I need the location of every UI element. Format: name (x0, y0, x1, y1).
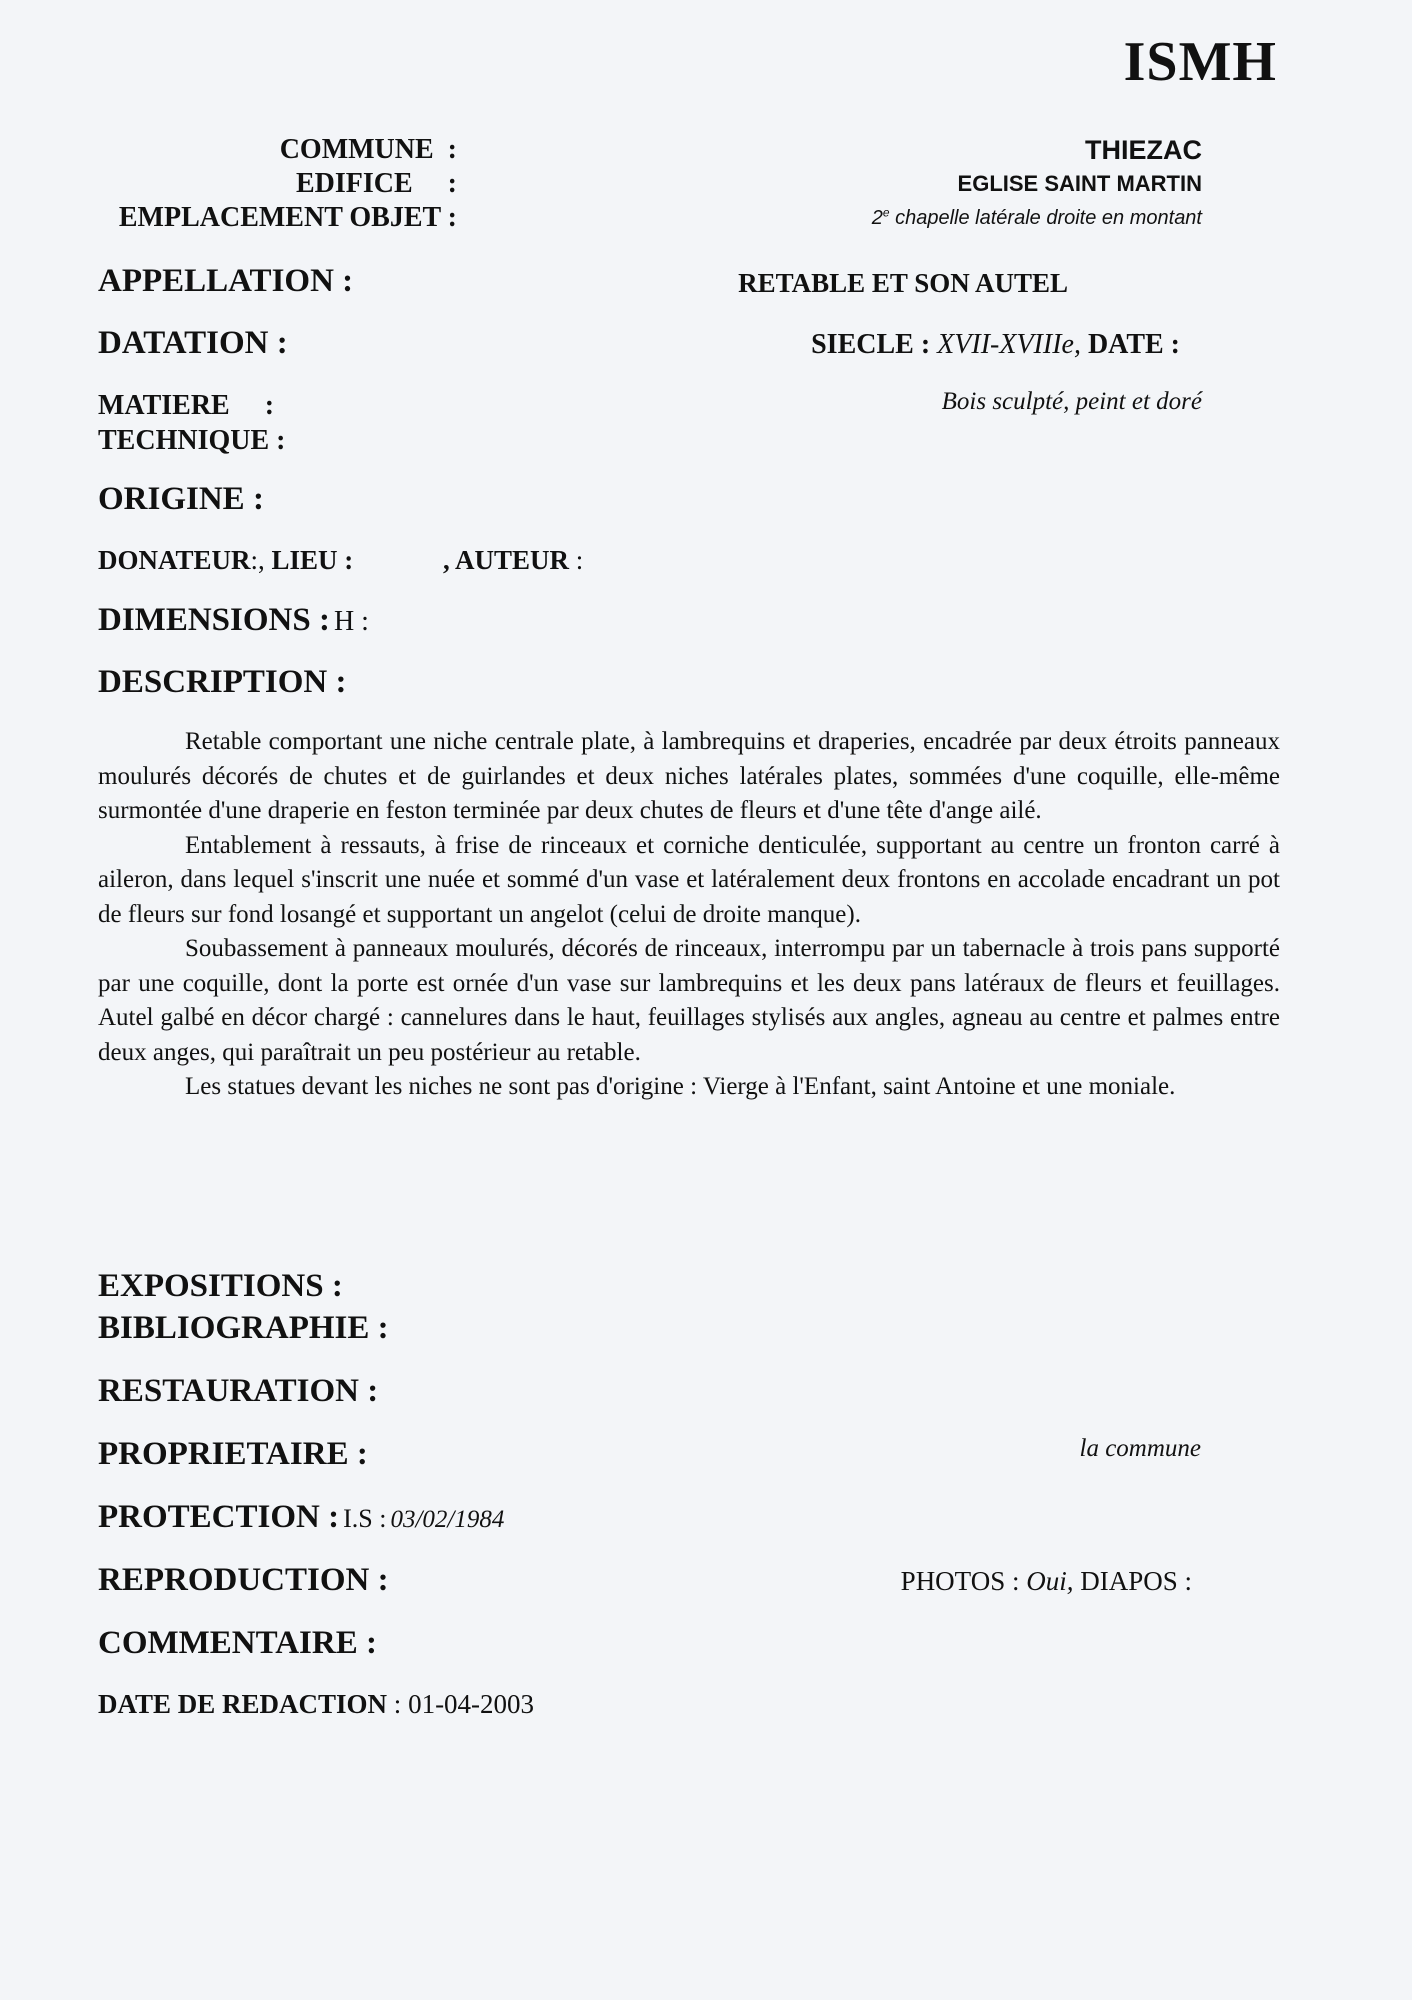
description-paragraph: Soubassement à panneaux moulurés, décorés de rinceaux, interrompu par un tabernacle à trois pans supporté par une coquille, dont la porte est ornée d'un vase sur lambrequins et les deux pans latéraux de fleurs et feuillages. Autel galbé en décor chargé : cannelures dans le haut, feuillages stylisés aux angles, agneau au centre et palmes entre deux anges, qui paraîtrait un peu postérieur au retable. (98, 935, 1280, 1066)
proprietaire-label: PROPRIETAIRE : (98, 1436, 368, 1472)
description-text (98, 725, 1280, 1105)
description-paragraph: Entablement à ressauts, à frise de rinceaux et corniche denticulée, supportant au centre un fronton carré à aileron, dans lequel s'inscrit une nuée et sommé d'un vase et latéralement deux frontons en accolade encadrant un pot de fleurs sur fond losangé et supportant un angelot (celui de droite manque). (98, 831, 1280, 928)
edifice-label-row: EDIFICE : (295, 168, 457, 199)
matiere-label-row: MATIERE : (98, 390, 275, 421)
description-paragraph: Les statues devant les niches ne sont pas d'origine : Vierge à l'Enfant, saint Antoine et une moniale. (185, 1073, 1176, 1100)
record-code: ISMH (1123, 31, 1277, 93)
matiere-label: MATIERE (98, 390, 230, 421)
dimensions-row (98, 602, 369, 639)
protection-label: PROTECTION : (98, 1499, 340, 1535)
siecle-row (811, 329, 1180, 361)
description-paragraph: Retable comportant une niche centrale plate, à lambrequins et draperies, encadrée par deux étroits panneaux moulurés décorés de chutes et de guirlandes et deux niches latérales plates, sommées d'une coquille, elle-même surmontée d'une draperie en feston terminée par deux chutes de fleurs et d'une tête d'ange ailé. (98, 728, 1280, 824)
lieu-label: LIEU : (271, 545, 354, 575)
technique-label: TECHNIQUE : (98, 425, 286, 456)
auteur-label: , AUTEUR (443, 545, 570, 575)
emplacement-value (872, 201, 1202, 235)
protection-type: I.S : (343, 1504, 387, 1533)
emplacement-text: chapelle latérale droite en montant (895, 207, 1202, 229)
auteur-row (443, 545, 583, 576)
protection-row (98, 1499, 504, 1536)
emplacement-superscript: e (882, 205, 890, 220)
commentaire-label: COMMENTAIRE : (98, 1625, 377, 1661)
origine-label: ORIGINE : (98, 481, 264, 517)
emplacement-label-row: EMPLACEMENT OBJET : (118, 202, 457, 233)
protection-date: 03/02/1984 (390, 1506, 505, 1533)
appellation-label: APPELLATION : (98, 263, 354, 299)
reproduction-label: REPRODUCTION : (98, 1562, 389, 1598)
description-label: DESCRIPTION : (98, 664, 347, 700)
donateur-separator: :, (250, 545, 265, 575)
donateur-row (98, 545, 353, 576)
edifice-label: EDIFICE (295, 168, 413, 199)
redaction-row (98, 1689, 534, 1720)
restauration-label: RESTAURATION : (98, 1373, 379, 1409)
redaction-label: DATE DE REDACTION (98, 1689, 388, 1719)
donateur-label: DONATEUR (98, 545, 251, 575)
commune-value: THIEZAC (1085, 135, 1202, 165)
emplacement-label: EMPLACEMENT OBJET (118, 202, 441, 233)
proprietaire-value: la commune (1079, 1435, 1201, 1462)
emplacement-number: 2 (871, 207, 883, 229)
commune-label-row: COMMUNE : (279, 134, 457, 165)
appellation-value: RETABLE ET SON AUTEL (738, 268, 1068, 298)
date-label: DATE : (1087, 329, 1180, 360)
redaction-date: 01-04-2003 (408, 1689, 535, 1719)
auteur-separator: : (575, 545, 584, 575)
matiere-labels (98, 388, 285, 458)
photos-label: PHOTOS : (900, 1566, 1020, 1596)
redaction-separator: : (393, 1689, 402, 1719)
siecle-label: SIECLE : (811, 329, 931, 360)
location-labels (119, 133, 457, 235)
siecle-value: XVII-XVIIIe, (937, 329, 1081, 360)
photos-row (901, 1566, 1192, 1597)
matiere-value: Bois sculpté, peint et doré (941, 388, 1202, 415)
datation-label: DATATION : (98, 325, 288, 361)
diapos-label: DIAPOS : (1080, 1566, 1192, 1596)
photos-value: Oui, (1026, 1566, 1074, 1596)
bibliographie-label: BIBLIOGRAPHIE : (98, 1310, 389, 1346)
dimensions-h-label: H : (333, 606, 369, 637)
commune-label: COMMUNE (279, 134, 434, 165)
dimensions-label: DIMENSIONS : (98, 602, 330, 638)
expositions-label: EXPOSITIONS : (98, 1268, 343, 1304)
location-values (872, 133, 1202, 235)
edifice-value: EGLISE SAINT MARTIN (957, 171, 1202, 196)
